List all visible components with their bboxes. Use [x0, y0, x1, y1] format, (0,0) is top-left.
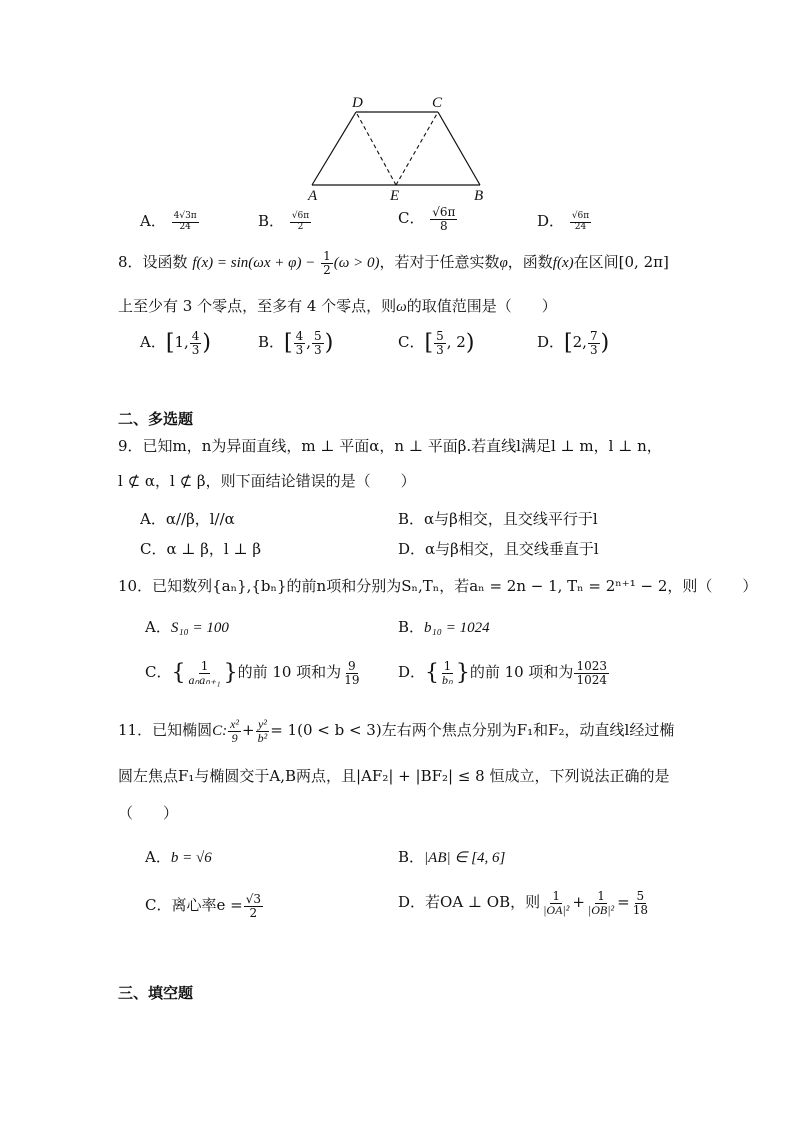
q8-option-a[interactable]: A．[1, $\frac{4}{3}$ ) [140, 329, 211, 357]
section-title-multi-choice: 二、多选题 [118, 410, 194, 428]
q10-option-c[interactable]: C．{ $\frac{1}{\text{aₙaₙ₊₁}}$ }的前 10 项和为 $\frac{9}{19}$ [145, 659, 360, 687]
q9-option-b[interactable]: B．α与β相交，且交线平行于l [398, 510, 598, 528]
q8-option-c[interactable]: C．[ $\frac{5}{3}$ , 2) [398, 329, 475, 357]
section-title-fill-blank: 三、填空题 [118, 984, 194, 1002]
q9-option-d[interactable]: D．α与β相交，且交线垂直于l [398, 540, 599, 558]
label-b: B [474, 188, 484, 204]
q9-stem-line2: l ⊄ α，l ⊄ β，则下面结论错误的是（ ） [118, 472, 416, 490]
q8-stem-line2: 上至少有 3 个零点，至多有 4 个零点，则ω的取值范围是（ ） [118, 297, 557, 315]
q7-option-c[interactable]: C． $\frac{√6\pi}{8}$ [398, 205, 456, 233]
q9-option-a[interactable]: A．α//β，l//α [140, 510, 235, 528]
edge-ed-dashed [356, 112, 396, 185]
label-a: A [308, 188, 318, 204]
q10-option-a[interactable]: A．S₁₀ = 100 [145, 618, 229, 636]
q11-option-b[interactable]: B．|AB| ∈ [4, 6] [398, 848, 506, 866]
q11-option-d[interactable]: D．若OA ⊥ OB，则 $\frac{1}{\text{|OA|²}}$ + $\frac{1}{\text{|OB|²}}$ = $\frac{5}{18}$ [398, 889, 648, 917]
q11-option-c[interactable]: C．离心率e = $\frac{√3}{2}$ [145, 892, 261, 920]
q9-stem-line1: 9．已知m，n为异面直线，m ⊥ 平面α，n ⊥ 平面β.若直线l满足l ⊥ m，l ⊥ n， [118, 437, 662, 455]
label-c: C [432, 95, 443, 111]
q9-option-c[interactable]: C．α ⊥ β，l ⊥ β [140, 540, 262, 558]
q8-stem-line1: 8．设函数 f(x) = sin(ωx + φ) − $\frac{1}{2}$ (ω > 0)，若对于任意实数φ，函数f(x)在区间[0, 2π] [118, 249, 669, 277]
edge-bc [438, 112, 480, 185]
q7-option-b[interactable]: B． $\frac{√6\pi}{2}$ [258, 211, 310, 232]
edge-ec-dashed [396, 112, 438, 185]
q10-stem: 10．已知数列{aₙ},{bₙ}的前n项和分别为Sₙ,Tₙ，若aₙ = 2n − 1, Tₙ = 2ⁿ⁺¹ − 2，则（ ） [118, 577, 758, 595]
label-d: D [352, 95, 363, 111]
q7-option-a[interactable]: A． $\frac{4√3\pi}{24}$ [140, 211, 197, 232]
q8-option-d[interactable]: D．[2, $\frac{7}{3}$ ) [537, 329, 610, 357]
q10-option-b[interactable]: B．b₁₀ = 1024 [398, 618, 490, 636]
q8-option-b[interactable]: B．[ $\frac{4}{3}$ , $\frac{5}{3}$ ) [258, 329, 334, 357]
trapezoid-figure [300, 92, 500, 204]
edge-ad [312, 112, 356, 185]
q11-stem-line2: 圆左焦点F₁与椭圆交于A,B两点，且|AF₂| + |BF₂| ≤ 8 恒成立，下列说法正确的是 [118, 767, 670, 785]
q11-stem-line3: （ ） [118, 804, 179, 822]
q10-option-d[interactable]: D．{ $\frac{1}{\text{bₙ}}$ }的前 10 项和为 $\frac{1023}{1024}$ [398, 659, 607, 687]
q11-stem-line1: 11．已知椭圆C: $\frac{\text{x²}}{9}$ + $\frac{\text{y²}}{\text{b²}}$ = 1(0 < b < 3)左右两个焦点分别为F₁和F₂，动直线l经过椭 [118, 717, 675, 745]
q7-option-d[interactable]: D． $\frac{√6\pi}{24}$ [537, 211, 590, 232]
q11-option-a[interactable]: A．b = √6 [145, 848, 212, 866]
label-e: E [390, 188, 400, 204]
